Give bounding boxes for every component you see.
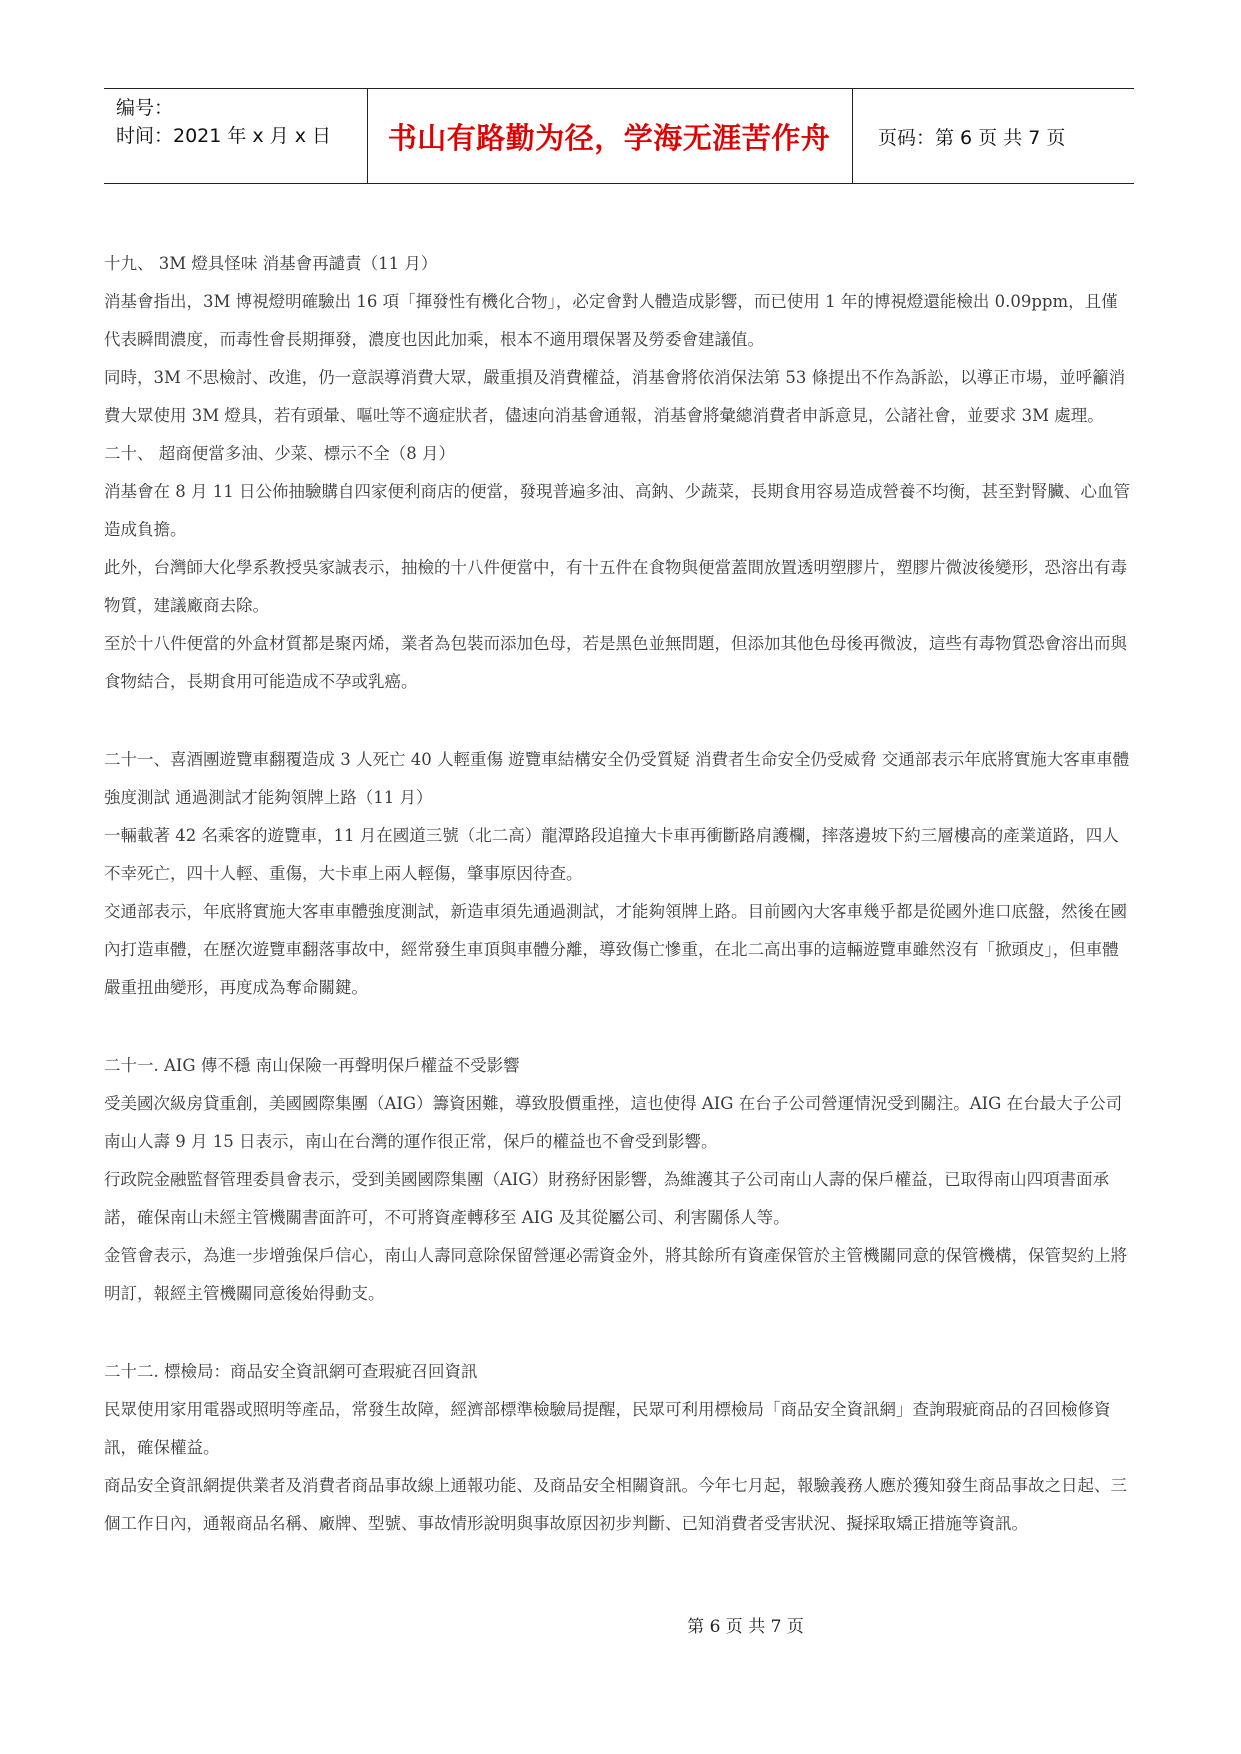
paragraph: 此外，台灣師大化學系教授吳家誠表示，抽檢的十八件便當中，有十五件在食物與便當蓋間放置透明塑膠片，塑膠片微波後變形，恐溶出有毒物質，建議廠商去除。 (104, 558, 1127, 615)
document-time: 时间：2021 年 x 月 x 日 (116, 125, 332, 147)
section-20 (104, 435, 1134, 701)
paragraph: 一輛載著 42 名乘客的遊覽車，11 月在國道三號（北二高）龍潭路段追撞大卡車再衝斷路肩護欄，摔落邊坡下約三層樓高的產業道路，四人不幸死亡，四十人輕、重傷，大卡車上兩人輕傷，肇事原因待查。 (104, 826, 1119, 883)
header-page-number: 页码：第 6 页 共 7 页 (878, 126, 1066, 149)
header-motto (369, 89, 849, 183)
section-title: 十九、 3M 燈具怪味 消基會再譴責（11 月） (104, 254, 438, 273)
page-footer: 第 6 页 共 7 页 (687, 1617, 804, 1637)
paragraph: 消基會指出，3M 博視燈明確驗出 16 項「揮發性有機化合物」，必定會對人體造成影響，而已使用 1 年的博視燈還能檢出 0.09ppm，且僅代表瞬間濃度，而毒性會長期揮發，濃度也因此加乘，根本不適用環保署及勞委會建議值。 (104, 292, 1118, 349)
paragraph: 受美國次級房貸重創，美國國際集團（AIG）籌資困難，導致股價重挫，這也使得 AIG 在台子公司營運情況受到關注。AIG 在台最大子公司南山人壽 9 月 15 日表示，南山在台灣的運作很正常，保戶的權益也不會受到影響。 (104, 1094, 1123, 1151)
header-meta (116, 89, 361, 183)
header-divider (852, 89, 853, 183)
section-21-aig (104, 1047, 1134, 1313)
paragraph: 消基會在 8 月 11 日公佈抽驗購自四家便利商店的便當，發現普遍多油、高鈉、少蔬菜，長期食用容易造成營養不均衡，甚至對腎臟、心血管造成負擔。 (104, 482, 1130, 539)
paragraph: 行政院金融監督管理委員會表示，受到美國國際集團（AIG）財務紓困影響，為維護其子公司南山人壽的保戶權益，已取得南山四項書面承諾，確保南山未經主管機關書面許可，不可將資產轉移至 AIG 及其從屬公司、利害關係人等。 (104, 1170, 1110, 1227)
section-21-bus (104, 741, 1134, 1007)
paragraph: 商品安全資訊網提供業者及消費者商品事故線上通報功能、及商品安全相關資訊。今年七月起，報驗義務人應於獲知發生商品事故之日起、三個工作日內，通報商品名稱、廠牌、型號、事故情形說明與事故原因初步判斷、已知消費者受害狀況、擬採取矯正措施等資訊。 (104, 1476, 1127, 1533)
section-19 (104, 245, 1134, 435)
section-22 (104, 1353, 1134, 1543)
page-header (104, 88, 1134, 184)
paragraph: 交通部表示，年底將實施大客車車體強度測試，新造車須先通過測試，才能夠領牌上路。目前國內大客車幾乎都是從國外進口底盤，然後在國內打造車體，在歷次遊覽車翻落事故中，經常發生車頂與車體分離，導致傷亡慘重，在北二高出事的這輛遊覽車雖然沒有「掀頭皮」，但車體嚴重扭曲變形，再度成為奪命關鍵。 (104, 902, 1127, 997)
paragraph: 金管會表示，為進一步增強保戶信心，南山人壽同意除保留營運必需資金外，將其餘所有資產保管於主管機關同意的保管機構，保管契約上將明訂，報經主管機關同意後始得動支。 (104, 1246, 1127, 1303)
paragraph: 民眾使用家用電器或照明等產品，常發生故障，經濟部標準檢驗局提醒，民眾可利用標檢局「商品安全資訊網」查詢瑕疵商品的召回檢修資訊，確保權益。 (104, 1400, 1111, 1457)
section-title: 二十一. AIG 傳不穩 南山保險一再聲明保戶權益不受影響 (104, 1056, 520, 1075)
document-body (104, 245, 1134, 1543)
section-title: 二十一、喜酒團遊覽車翻覆造成 3 人死亡 40 人輕重傷 遊覽車結構安全仍受質疑 消費者生命安全仍受威脅 交通部表示年底將實施大客車車體強度測試 通過測試才能夠領牌上路（11 月） (104, 750, 1130, 807)
motto-text: 书山有路勤为径，学海无涯苦作舟 (387, 120, 831, 155)
document-number: 编号： (116, 97, 174, 119)
paragraph: 同時，3M 不思檢討、改進，仍一意誤導消費大眾，嚴重損及消費權益，消基會將依消保法第 53 條提出不作為訴訟，以導正市場，並呼籲消費大眾使用 3M 燈具，若有頭暈、嘔吐等不適症狀者，儘速向消基會通報，消基會將彙總消費者申訴意見，公諸社會，並要求 3M 處理。 (104, 368, 1126, 425)
header-divider (367, 89, 368, 183)
section-title: 二十二. 標檢局：商品安全資訊網可查瑕疵召回資訊 (104, 1362, 478, 1381)
paragraph: 至於十八件便當的外盒材質都是聚丙烯，業者為包裝而添加色母，若是黑色並無問題，但添加其他色母後再微波，這些有毒物質恐會溶出而與食物結合，長期食用可能造成不孕或乳癌。 (104, 634, 1127, 691)
section-title: 二十、 超商便當多油、少菜、標示不全（8 月） (104, 444, 455, 463)
